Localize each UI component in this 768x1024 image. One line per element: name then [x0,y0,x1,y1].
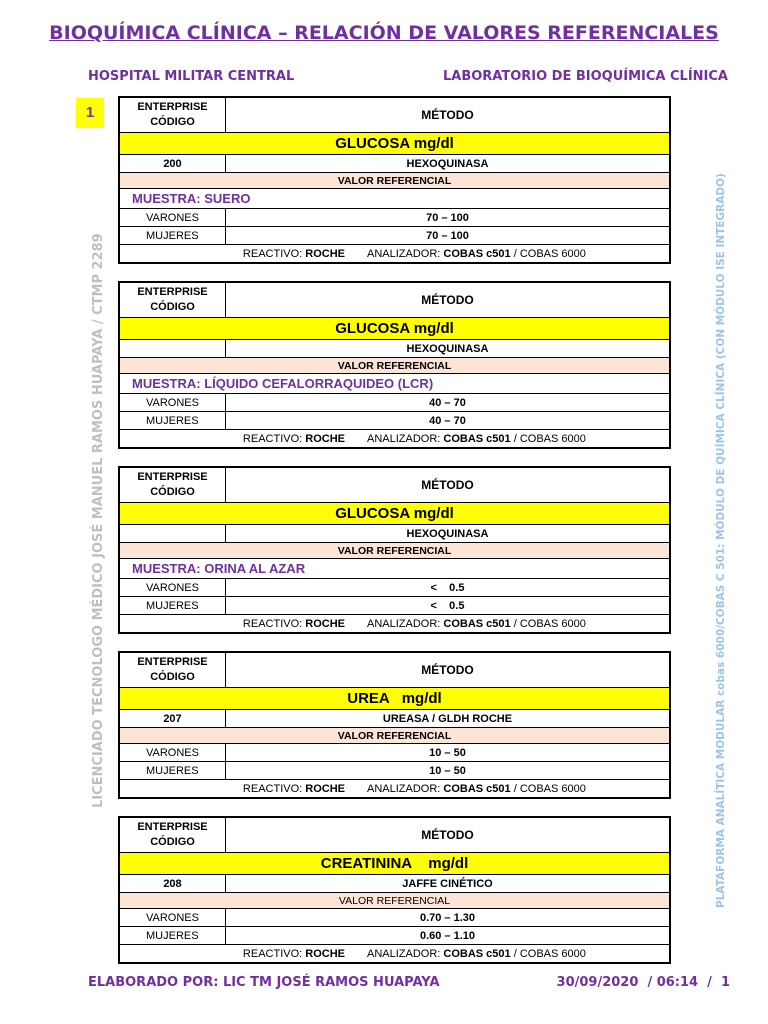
reactivo-label: REACTIVO: [242,247,306,260]
mujeres-label: MUJERES [120,927,226,944]
analyte-name: GLUCOSA mg/dl [120,132,669,154]
test-code [120,525,226,542]
varones-label: VARONES [120,209,226,226]
codigo-label: CÓDIGO [150,486,195,498]
sample-type: MUESTRA: SUERO [120,188,669,208]
analyte-name: GLUCOSA mg/dl [120,317,669,339]
test-block-glucosa-suero [118,96,671,264]
analizador-value: COBAS c501 [443,617,511,630]
test-method: HEXOQUINASA [406,527,489,540]
hospital-name: HOSPITAL MILITAR CENTRAL [88,69,295,84]
analizador-value: COBAS c501 [443,947,511,960]
analizador-suffix: / COBAS 6000 [510,782,586,795]
varones-label: VARONES [120,909,226,926]
test-code: 207 [120,710,226,727]
reactivo-label: REACTIVO: [242,947,306,960]
reactivo-value: ROCHE [305,617,345,630]
varones-label: VARONES [120,744,226,761]
analizador-value: COBAS c501 [443,247,511,260]
analizador-label: ANALIZADOR: [367,617,444,630]
test-block-glucosa-lcr [118,281,671,449]
reactivo-value: ROCHE [305,432,345,445]
varones-label: VARONES [120,394,226,411]
test-method: UREASA / GLDH ROCHE [382,712,513,725]
test-code [120,340,226,357]
reference-value-header: VALOR REFERENCIAL [120,357,669,373]
page-title: BIOQUÍMICA CLÍNICA – RELACIÓN DE VALORES REFERENCIALES [49,22,719,44]
mujeres-label: MUJERES [120,227,226,244]
sample-type: MUESTRA: LÍQUIDO CEFALORRAQUIDEO (LCR) [120,373,669,393]
page-number-badge: 1 [76,98,104,128]
analyte-name: UREA mg/dl [120,687,669,709]
varones-value: 40 – 70 [429,396,466,409]
analizador-value: COBAS c501 [443,782,511,795]
analizador-value: COBAS c501 [443,432,511,445]
reagent-analyzer-row [120,614,669,632]
mujeres-value: 40 – 70 [429,414,466,427]
test-method: HEXOQUINASA [406,157,489,170]
footer-date: 30/09/2020 / 06:14 / 1 [556,975,730,990]
codigo-label: CÓDIGO [150,116,195,128]
analizador-suffix: / COBAS 6000 [510,617,586,630]
analyte-name: CREATININA mg/dl [120,852,669,874]
reagent-analyzer-row [120,429,669,447]
method-header: MÉTODO [421,828,474,842]
mujeres-label: MUJERES [120,597,226,614]
reference-value-header: VALOR REFERENCIAL [120,727,669,743]
method-header: MÉTODO [421,293,474,307]
analizador-suffix: / COBAS 6000 [510,247,586,260]
analizador-label: ANALIZADOR: [367,782,444,795]
enterprise-label: ENTERPRISE [137,286,208,298]
test-code: 200 [120,155,226,172]
platform-vertical-text: PLATAFORMA ANALÍTICA MODULAR cobas 6000/COBAS C 501: MÓDULO DE QUÍMICA CLÍNICA (CON MÓDULO ISE INTEGRADO) [715,173,727,908]
analyte-name: GLUCOSA mg/dl [120,502,669,524]
reactivo-label: REACTIVO: [242,617,306,630]
reactivo-value: ROCHE [305,947,345,960]
reference-value-header: VALOR REFERENCIAL [120,172,669,188]
analizador-label: ANALIZADOR: [367,947,444,960]
varones-label: VARONES [120,579,226,596]
enterprise-label: ENTERPRISE [137,101,208,113]
test-code: 208 [120,875,226,892]
enterprise-label: ENTERPRISE [137,656,208,668]
analizador-label: ANALIZADOR: [367,432,444,445]
varones-value: 70 – 100 [426,211,469,224]
mujeres-label: MUJERES [120,762,226,779]
reactivo-value: ROCHE [305,247,345,260]
test-method: JAFFE CINÉTICO [402,877,493,890]
reactivo-label: REACTIVO: [242,782,306,795]
enterprise-code-header [120,283,226,317]
mujeres-label: MUJERES [120,412,226,429]
test-block-creatinina [118,816,671,964]
reactivo-value: ROCHE [305,782,345,795]
varones-value: 0.70 – 1.30 [419,911,476,924]
enterprise-code-header [120,818,226,852]
codigo-label: CÓDIGO [150,301,195,313]
enterprise-label: ENTERPRISE [137,471,208,483]
analizador-label: ANALIZADOR: [367,247,444,260]
varones-value: 10 – 50 [429,746,466,759]
enterprise-code-header [120,98,226,132]
codigo-label: CÓDIGO [150,671,195,683]
reagent-analyzer-row [120,244,669,262]
enterprise-code-header [120,468,226,502]
enterprise-code-header [120,653,226,687]
mujeres-value: 70 – 100 [426,229,469,242]
codigo-label: CÓDIGO [150,836,195,848]
test-block-urea [118,651,671,799]
analizador-suffix: / COBAS 6000 [510,432,586,445]
sample-type: MUESTRA: ORINA AL AZAR [120,558,669,578]
enterprise-label: ENTERPRISE [137,821,208,833]
mujeres-value: 0.60 – 1.10 [419,929,476,942]
reagent-analyzer-row [120,779,669,797]
method-header: MÉTODO [421,108,474,122]
author-vertical-text: LICENCIADO TECNOLOGO MÉDICO JOSÉ MANUEL RAMOS HUAPAYA / CTMP 2289 [91,233,106,808]
mujeres-value: 10 – 50 [429,764,466,777]
varones-value: < 0.5 [430,581,465,594]
footer-author: ELABORADO POR: LIC TM JOSÉ RAMOS HUAPAYA [88,975,440,990]
mujeres-value: < 0.5 [430,599,465,612]
reagent-analyzer-row [120,944,669,962]
analizador-suffix: / COBAS 6000 [510,947,586,960]
reference-value-header: VALOR REFERENCIAL [120,542,669,558]
test-method: HEXOQUINASA [406,342,489,355]
method-header: MÉTODO [421,478,474,492]
reference-value-header: VALOR REFERENCIAL [120,892,669,908]
test-block-glucosa-orina [118,466,671,634]
laboratory-name: LABORATORIO DE BIOQUÍMICA CLÍNICA [442,69,728,84]
reactivo-label: REACTIVO: [242,432,306,445]
method-header: MÉTODO [421,663,474,677]
